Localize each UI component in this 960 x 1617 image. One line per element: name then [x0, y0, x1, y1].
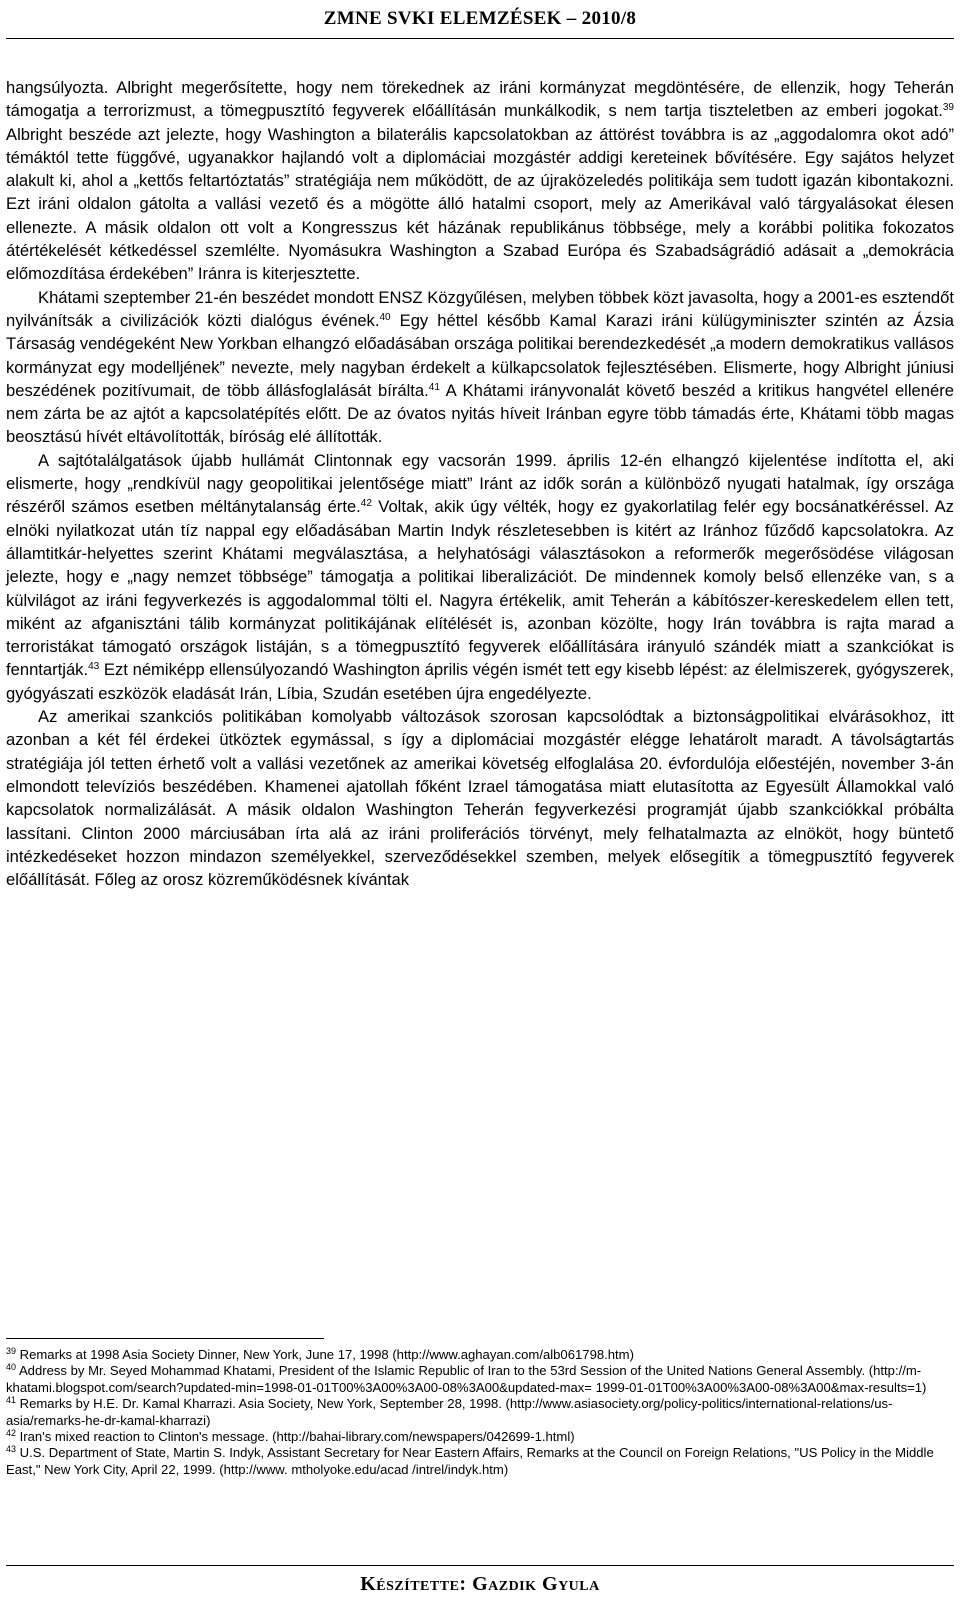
footer-divider [6, 1565, 954, 1566]
footnote-ref[interactable]: 39 [942, 102, 954, 114]
footnote-text: Address by Mr. Seyed Mohammad Khatami, President of the Islamic Republic of Iran to the 53rd Session of the United Nations General Assembly. (http://m-khatami.blogspot.com/search?updated-min=1998-01-01T00%3A00%3A00-08%3A00&updated-max= 1999-01-01T00%3A00%3A00-08%3A00&max-results=1) [6, 1363, 927, 1395]
footnote-number: 41 [6, 1395, 17, 1406]
paragraph-text: hangsúlyozta. Albright megerősítette, hogy nem törekednek az iráni kormányzat megdöntésére, de ellenzik, hogy Teherán támogatja a terrorizmust, a tömegpusztító fegyverek előállításán munkálkodik, s nem tartja tiszteletben az emberi jogokat. [6, 78, 954, 121]
footnote-ref[interactable]: 42 [360, 498, 372, 510]
footnote-number: 42 [6, 1428, 17, 1439]
page-footer: Készítette: Gazdik Gyula [360, 1573, 600, 1595]
footnote [6, 1445, 954, 1478]
paragraph-text: Egy héttel később Kamal Karazi iráni külügyminiszter szintén az Ázsia Társaság vendégeként New Yorkban elhangzó előadásában országa politikai berendezkedését „a modern demokratikus vallásos kormányzat egy modelljének” nevezte, mely nagyban érdekelt a külkapcsolatok fejlesztésében. Elismerte, hogy Albright júniusi beszédének pozitívumait, de több állásfoglalását bírálta. [6, 310, 954, 400]
footnote-text: Iran's mixed reaction to Clinton's message. (http://bahai-library.com/newspapers/042699-1.html) [19, 1429, 575, 1445]
footnote-text: Remarks at 1998 Asia Society Dinner, New York, June 17, 1998 (http://www.aghayan.com/alb061798.htm) [19, 1347, 634, 1362]
header-divider [6, 38, 954, 39]
footnote [6, 1363, 954, 1396]
paragraph-text: A sajtótalálgatások újabb hullámát Clintonnak egy vacsorán 1999. április 12-én elhangzó kijelentése indította el, aki elismerte, hogy „rendkívül nagy geopolitikai jelentősége miatt” Iránt az idők során a különböző nyugati hatalmak, így országa részéről számos esetben méltánytalanság érte. [6, 450, 954, 517]
footnote-number: 40 [6, 1362, 17, 1373]
paragraph-text: Khátami szeptember 21-én beszédet mondott ENSZ Közgyűlésen, melyben többek közt javasolta, hogy a 2001-es esztendőt nyilvánítsák a civilizációk közti dialógus évének. [6, 287, 954, 330]
paragraph-text: Voltak, akik úgy vélték, hogy ez gyakorlatilag felér egy bocsánatkéréssel. Az elnöki nyilatkozat után tíz nappal egy előadásában Martin Indyk részletesebben is kitért az Iránhoz fűződő kapcsolatokra. Az államtitkár-helyettes szerint Khátami megválasztása, a helyhatósági választásokon a reformerők megerősödése világosan jelezte, hogy e „nagy nemzet többsége” támogatja a politikai liberalizációt. De mindennek komoly belső ellenzéke van, s a külvilágot az iráni fegyverkezés is aggodalommal tölti el. Nagyra értékelik, amit Teherán a kábítószer-kereskedelem ellen tett, miként az afganisztáni tálib kormányzat politikájának elítélését is, azonban közölte, hogy Irán továbbra is rajta marad a terroristákat támogató országok listáján, s a tömegpusztító fegyverek előállítására irányuló szándék miatt a szankciókat is fenntartják. [6, 497, 954, 680]
page-header: ZMNE SVKI ELEMZÉSEK – 2010/8 [323, 8, 637, 29]
paragraph-text: Ezt némiképp ellensúlyozandó Washington április végén ismét tett egy kisebb lépést: az élelmiszerek, gyógyszerek, gyógyászati eszközök eladását Irán, Líbia, Szudán esetében újra engedélyezte. [6, 660, 954, 703]
footnote-number: 43 [6, 1444, 17, 1455]
paragraph [6, 705, 954, 891]
footnote-number: 39 [6, 1346, 17, 1356]
paragraph-text: Az amerikai szankciós politikában komolyabb változások szorosan kapcsolódtak a biztonságpolitikai elvárásokhoz, itt azonban a két fél érdekei ütköztek egymással, s így a diplomáciai mozgástér elégge lehatárolt maradt. A távolságtartás stratégiája jól tetten érhető volt a vallási vezetőnek az amerikai követség elfoglalása 20. évfordulója előestéjén, november 3-án elmondott televíziós beszédében. Khamenei ajatollah főként Izrael támogatása miatt elutasította az Egyesült Államokkal való kapcsolatok normalizálását. A másik oldalon Washington Teherán fegyverkezési programját újabb szankciókkal próbálta lassítani. Clinton 2000 márciusában írta alá az iráni proliferációs törvényt, mely felhatalmazta az elnököt, hogy büntető intézkedéseket hozzon mindazon személyekkel, szerveződésekkel szemben, melyek elősegítik a tömegpusztító fegyverek előállítását. Főleg az orosz közreműködésnek kívántak [6, 707, 954, 890]
footnote-text: Remarks by H.E. Dr. Kamal Kharrazi. Asia Society, New York, September 28, 1998. (http://www.asiasociety.org/policy-politics/international-relations/us-asia/remarks-he-dr-kamal-kharrazi) [6, 1396, 893, 1428]
footnote-divider [6, 1338, 324, 1339]
footnote [6, 1396, 954, 1429]
paragraph [6, 76, 954, 286]
footnote-ref[interactable]: 40 [379, 311, 391, 323]
paragraph [6, 286, 954, 449]
paragraph-text: A Khátami irányvonalát követő beszéd a kritikus hangvétel ellenére nem zárta be az ajtót a kapcsolatépítés előtt. De az óvatos nyitás híveit Iránban egyre több támadás érte, Khátami több magas beosztású hívét eltávolították, bíróság elé állították. [6, 380, 954, 447]
footnote-ref[interactable]: 43 [88, 661, 100, 673]
paragraph [6, 449, 954, 705]
footnote [6, 1429, 954, 1445]
footnote-ref[interactable]: 41 [428, 381, 440, 393]
footnote-text: U.S. Department of State, Martin S. Indyk, Assistant Secretary for Near Eastern Affairs, Remarks at the Council on Foreign Relations, "US Policy in the Middle East," New York City, April 22, 1999. (http://www. mtholyoke.edu/acad /intrel/indyk.htm) [6, 1445, 934, 1477]
footnote [6, 1347, 954, 1363]
footnotes [6, 1347, 954, 1478]
document-body [6, 76, 954, 891]
paragraph-text: Albright beszéde azt jelezte, hogy Washington a bilaterális kapcsolatokban az áttörést továbbra is az „aggodalomra okot adó” témáktól tette függővé, ugyanakkor hajlandó volt a diplomáciai mozgástér addigi kereteinek bővítésére. Egy sajátos helyzet alakult ki, ahol a „kettős feltartóztatás” stratégiája nem működött, de az újraközeledés politikája sem tudott igazán kibontakozni. Ezt iráni oldalon gátolta a vallási vezető és a mögötte álló hatalmi csoport, mely az Amerikával való tárgyalásokat élesen ellenezte. A másik oldalon ott volt a Kongresszus két házának republikánus többsége, mely a korábbi politika fokozatos átértékelését kétkedéssel szemlélte. Nyomásukra Washington a Szabad Európa és Szabadságrádió adásait a „demokrácia előmozdítása érdekében” Iránra is kiterjesztette. [6, 124, 954, 284]
